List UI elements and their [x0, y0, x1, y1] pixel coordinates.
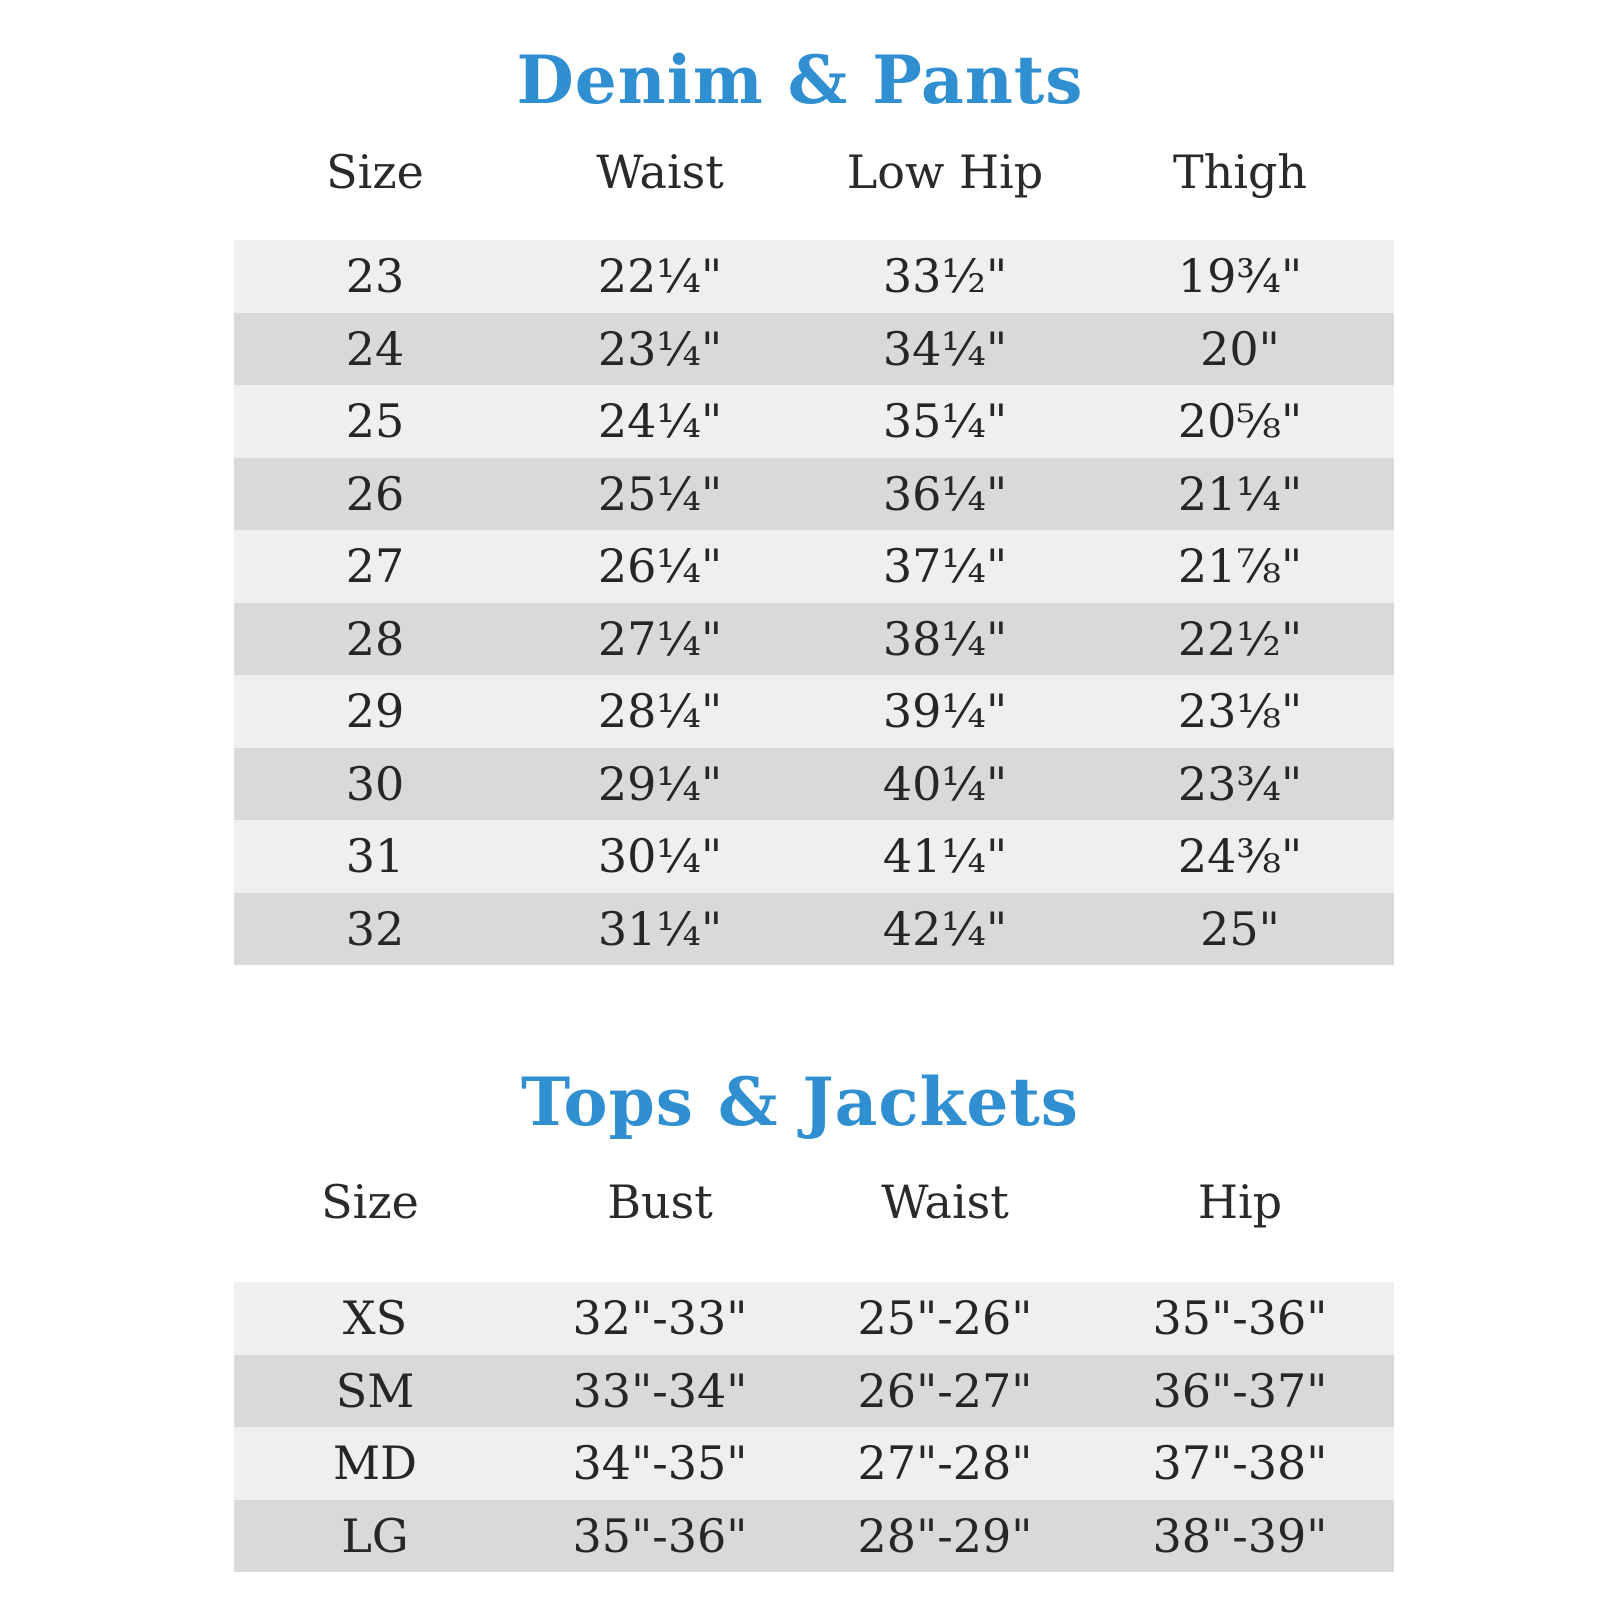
low-hip-cell: 35¼"	[882, 394, 1008, 448]
size-cell: LG	[341, 1508, 409, 1563]
table-row	[234, 893, 1394, 966]
size-cell: 28	[345, 611, 405, 666]
bust-cell: 32"-33"	[572, 1291, 748, 1345]
bust-cell: 33"-34"	[572, 1363, 748, 1418]
thigh-cell: 23¾"	[1177, 756, 1303, 811]
waist-cell: 28"-29"	[857, 1508, 1033, 1563]
low-hip-cell: 39¼"	[882, 684, 1008, 738]
hip-cell: 37"-38"	[1152, 1436, 1328, 1490]
denim-header-row	[0, 142, 1600, 202]
denim-header-waist: Waist	[596, 145, 724, 199]
table-row	[234, 748, 1394, 821]
tops-header-row	[0, 1172, 1600, 1232]
thigh-cell: 19¾"	[1177, 249, 1303, 303]
low-hip-cell: 38¼"	[882, 611, 1008, 666]
thigh-cell: 23⅛"	[1177, 684, 1303, 738]
size-cell: 32	[345, 901, 405, 956]
low-hip-cell: 42¼"	[882, 901, 1008, 956]
low-hip-cell: 36¼"	[882, 466, 1008, 521]
size-cell: 31	[345, 829, 405, 883]
size-cell: MD	[333, 1436, 417, 1490]
waist-cell: 31¼"	[597, 901, 723, 956]
table-row	[234, 458, 1394, 531]
waist-cell: 22¼"	[597, 249, 723, 303]
table-row	[234, 313, 1394, 386]
thigh-cell: 21⅞"	[1177, 539, 1303, 593]
size-cell: 29	[345, 684, 405, 738]
low-hip-cell: 41¼"	[882, 829, 1008, 883]
tops-header-hip: Hip	[1197, 1175, 1283, 1229]
low-hip-cell: 33½"	[882, 249, 1008, 303]
waist-cell: 25"-26"	[857, 1291, 1033, 1345]
size-cell: 25	[345, 394, 405, 448]
hip-cell: 35"-36"	[1152, 1291, 1328, 1345]
size-cell: 27	[345, 539, 405, 593]
waist-cell: 29¼"	[597, 756, 723, 811]
table-row	[234, 1282, 1394, 1355]
denim-size-table	[234, 240, 1394, 965]
table-row	[234, 240, 1394, 313]
thigh-cell: 22½"	[1177, 611, 1303, 666]
size-cell: XS	[342, 1291, 408, 1345]
tops-header-waist: Waist	[881, 1175, 1009, 1229]
tops-size-table	[234, 1282, 1394, 1572]
size-cell: SM	[335, 1363, 415, 1418]
hip-cell: 38"-39"	[1152, 1508, 1328, 1563]
thigh-cell: 20⅝"	[1177, 394, 1303, 448]
waist-cell: 27"-28"	[857, 1436, 1033, 1490]
bust-cell: 34"-35"	[572, 1436, 748, 1490]
thigh-cell: 24⅜"	[1177, 829, 1303, 883]
denim-header-size: Size	[326, 145, 424, 199]
waist-cell: 25¼"	[597, 466, 723, 521]
table-row	[234, 675, 1394, 748]
table-row	[234, 385, 1394, 458]
table-row	[234, 603, 1394, 676]
thigh-cell: 21¼"	[1177, 466, 1303, 521]
waist-cell: 27¼"	[597, 611, 723, 666]
waist-cell: 30¼"	[597, 829, 723, 883]
size-cell: 24	[345, 321, 405, 376]
tops-header-bust: Bust	[607, 1175, 713, 1229]
waist-cell: 26¼"	[597, 539, 723, 593]
hip-cell: 36"-37"	[1152, 1363, 1328, 1418]
table-row	[234, 1500, 1394, 1573]
waist-cell: 23¼"	[597, 321, 723, 376]
table-row	[234, 1427, 1394, 1500]
low-hip-cell: 40¼"	[882, 756, 1008, 811]
size-cell: 23	[345, 249, 405, 303]
thigh-cell: 20"	[1200, 321, 1280, 376]
low-hip-cell: 37¼"	[882, 539, 1008, 593]
denim-header-thigh: Thigh	[1172, 145, 1308, 199]
bust-cell: 35"-36"	[572, 1508, 748, 1563]
low-hip-cell: 34¼"	[882, 321, 1008, 376]
size-cell: 30	[345, 756, 405, 811]
waist-cell: 24¼"	[597, 394, 723, 448]
size-cell: 26	[345, 466, 405, 521]
thigh-cell: 25"	[1200, 901, 1280, 956]
waist-cell: 26"-27"	[857, 1363, 1033, 1418]
denim-section-title: Denim & Pants	[516, 41, 1084, 119]
table-row	[234, 820, 1394, 893]
tops-header-size: Size	[321, 1175, 419, 1229]
table-row	[234, 530, 1394, 603]
denim-header-low-hip: Low Hip	[846, 145, 1044, 199]
tops-section-title: Tops & Jackets	[521, 1063, 1079, 1141]
table-row	[234, 1355, 1394, 1428]
waist-cell: 28¼"	[597, 684, 723, 738]
